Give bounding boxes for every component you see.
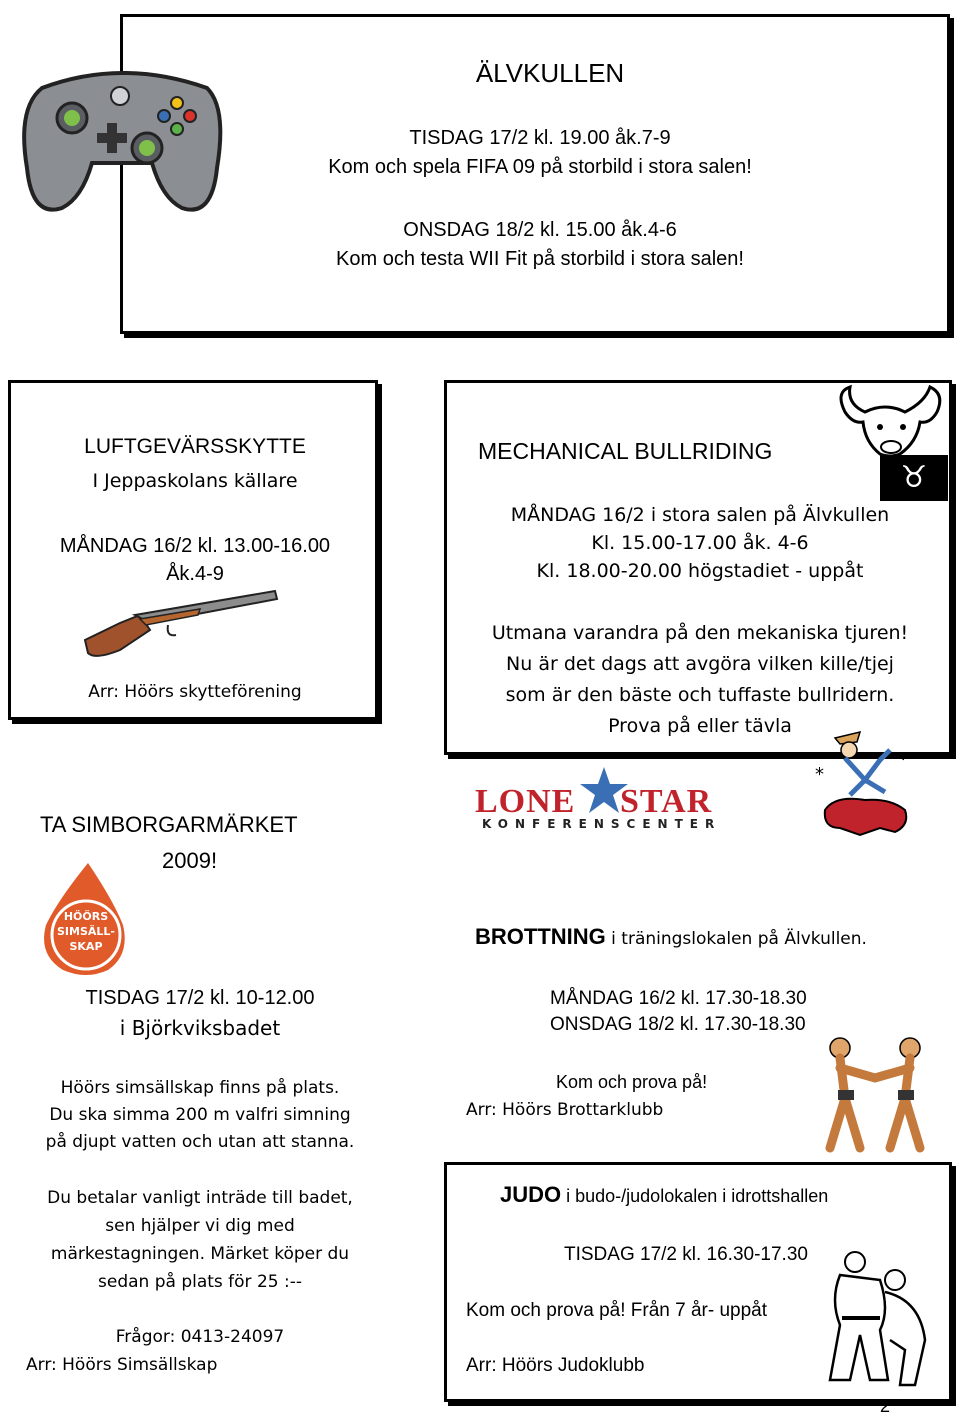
simborgar-time: TISDAG 17/2 kl. 10-12.00: [85, 987, 315, 1009]
judo-heading: [500, 1182, 828, 1208]
simborgar-year: 2009!: [162, 848, 218, 873]
simborgar-p4: Du betalar vanligt inträde till badet,: [47, 1188, 353, 1208]
judo-time: TISDAG 17/2 kl. 16.30-17.30: [564, 1244, 808, 1265]
logo-word-lone: LONE: [475, 783, 576, 820]
brottning-time1: MÅNDAG 16/2 kl. 17.30-18.30: [550, 988, 807, 1009]
judo-arr: Arr: Höörs Judoklubb: [466, 1355, 645, 1376]
simborgar-p3: på djupt vatten och utan att stanna.: [45, 1132, 355, 1152]
alvkullen-line2: Kom och spela FIFA 09 på storbild i stora salen!: [328, 156, 752, 178]
luftgevar-arr: Arr: Höörs skytteförening: [88, 682, 302, 702]
luftgevar-subtitle: I Jeppaskolans källare: [92, 470, 298, 492]
taurus-icon: ♉: [900, 460, 928, 495]
logo-text-simsall: SIMSÄLL-: [57, 925, 115, 938]
gamepad-icon: [12, 48, 232, 228]
judo-invite: Kom och prova på! Från 7 år- uppåt: [466, 1300, 767, 1321]
wrestlers-icon: [800, 1028, 950, 1158]
bullriding-line7: Prova på eller tävla: [608, 715, 792, 737]
simborgar-p7: sedan på plats för 25 :--: [98, 1272, 302, 1292]
taurus-badge: [880, 455, 948, 501]
simborgar-p5: sen hjälper vi dig med: [105, 1216, 295, 1236]
simsallskap-logo: [38, 860, 133, 980]
bullriding-line2: Kl. 15.00-17.00 åk. 4-6: [591, 532, 809, 554]
simborgar-p1: Höörs simsällskap finns på plats.: [60, 1078, 340, 1098]
simborgar-arr: Arr: Höörs Simsällskap: [26, 1355, 218, 1375]
logo-text-skap: SKAP: [69, 940, 103, 953]
judo-title-rest: i budo-/judolokalen i idrottshallen: [561, 1186, 829, 1206]
logo-text-hoors: HÖÖRS: [63, 910, 109, 923]
luftgevar-grade: Åk.4-9: [166, 563, 224, 585]
rifle-icon: [80, 585, 280, 660]
simborgar-questions: Frågor: 0413-24097: [115, 1327, 285, 1347]
logo-word-konferenscenter: KONFERENSCENTER: [482, 817, 722, 831]
lone-star-logo: [470, 765, 730, 835]
page-number: 2: [880, 1396, 891, 1416]
brottning-invite: Kom och prova på!: [556, 1072, 708, 1092]
bullriding-line1: MÅNDAG 16/2 i stora salen på Älvkullen: [510, 504, 890, 526]
simborgar-title: TA SIMBORGARMÄRKET: [40, 812, 298, 837]
luftgevar-title: LUFTGEVÄRSSKYTTE: [84, 435, 306, 458]
brottning-heading: [475, 924, 867, 950]
alvkullen-title: ÄLVKULLEN: [475, 58, 625, 88]
bullriding-line4: Utmana varandra på den mekaniska tjuren!: [491, 622, 909, 644]
alvkullen-line3: ONSDAG 18/2 kl. 15.00 åk.4-6: [403, 219, 677, 241]
brottning-title-rest: i träningslokalen på Älvkullen.: [605, 929, 867, 949]
bullriding-line5: Nu är det dags att avgöra vilken kille/tjej: [506, 653, 894, 675]
luftgevar-time: MÅNDAG 16/2 kl. 13.00-16.00: [59, 535, 331, 557]
brottning-arr: Arr: Höörs Brottarklubb: [466, 1100, 664, 1120]
svg-text:*: *: [815, 764, 824, 785]
judo-fighters-icon: [800, 1240, 940, 1400]
simborgar-place: i Björkviksbadet: [119, 1016, 281, 1040]
logo-word-star: STAR: [620, 783, 713, 820]
bullriding-title: MECHANICAL BULLRIDING: [478, 438, 773, 464]
brottning-title: BROTTNING: [475, 924, 606, 949]
brottning-time2: ONSDAG 18/2 kl. 17.30-18.30: [550, 1014, 806, 1035]
bullriding-line6: som är den bäste och tuffaste bullridern.: [505, 684, 895, 706]
judo-title: JUDO: [500, 1182, 562, 1207]
bullriding-line3: Kl. 18.00-20.00 högstadiet - uppåt: [536, 560, 864, 582]
simborgar-p2: Du ska simma 200 m valfri simning: [49, 1105, 351, 1125]
bull-head-icon: [835, 382, 947, 460]
bull-rider-icon: [805, 720, 925, 845]
simborgar-p6: märkestagningen. Märket köper du: [50, 1244, 350, 1264]
alvkullen-line1: TISDAG 17/2 kl. 19.00 åk.7-9: [409, 127, 671, 149]
alvkullen-line4: Kom och testa WII Fit på storbild i stora salen!: [336, 248, 744, 270]
